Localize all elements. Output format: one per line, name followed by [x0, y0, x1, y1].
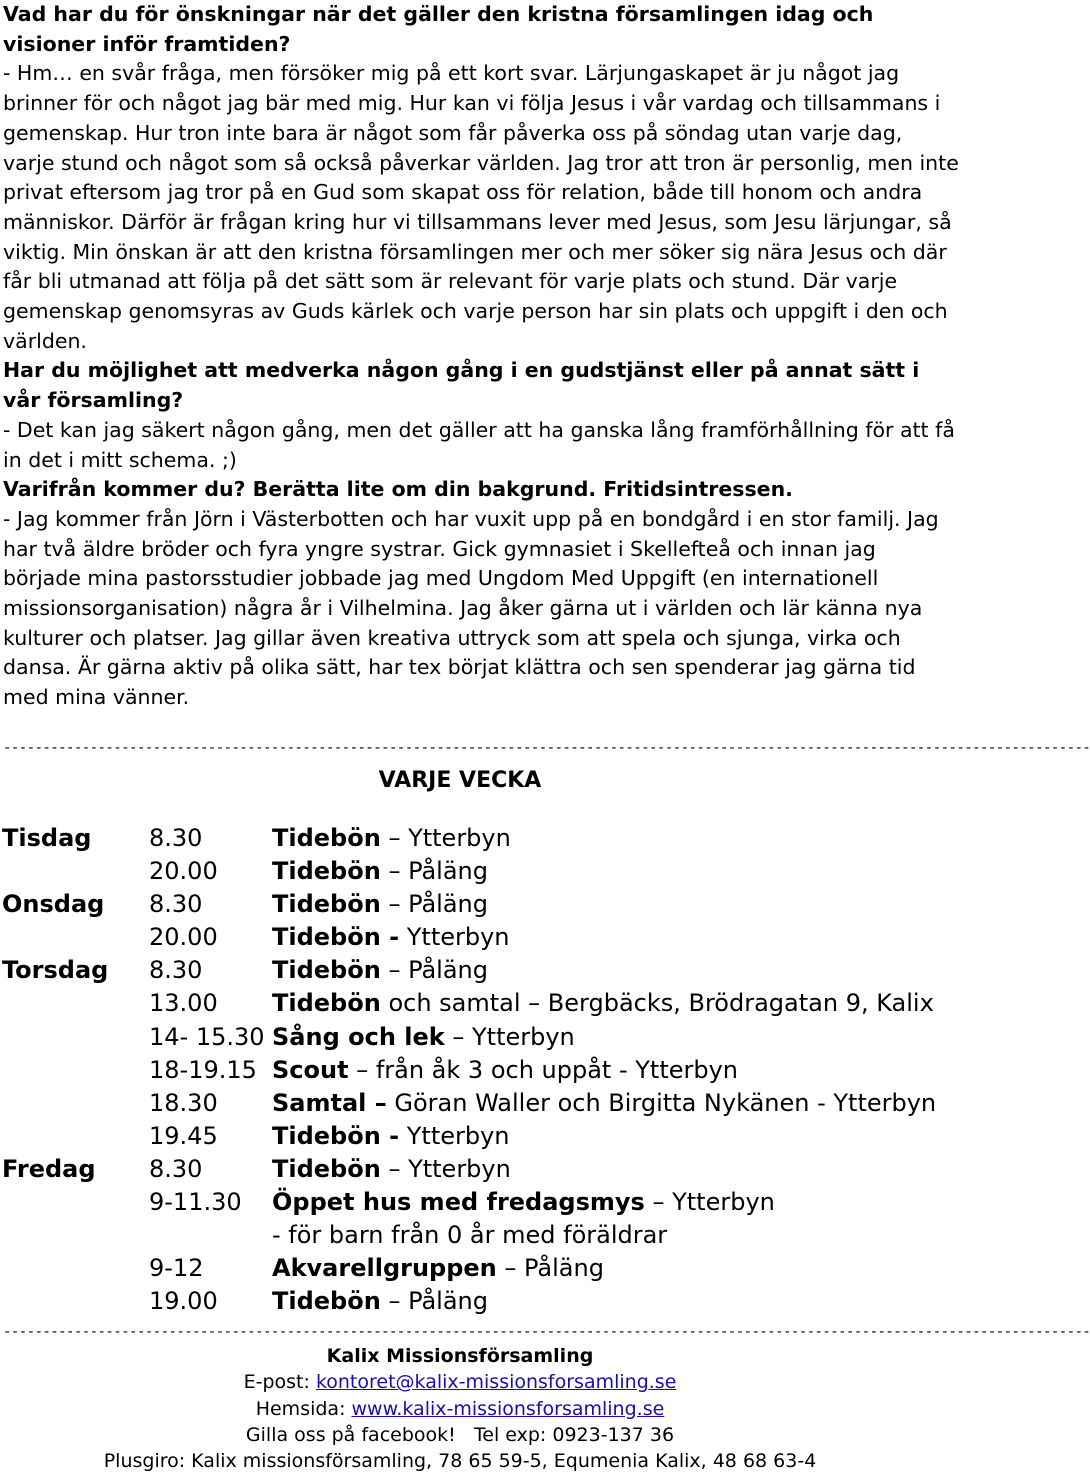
- schedule-row: [2, 1219, 958, 1252]
- schedule-activity: [272, 954, 488, 987]
- schedule-row: [2, 822, 958, 855]
- schedule-time: 19.45: [149, 1121, 218, 1150]
- activity-detail: – Ytterbyn: [380, 824, 511, 852]
- activity-detail: – Påläng: [380, 956, 488, 985]
- schedule-activity: [272, 1153, 511, 1186]
- footer: [0, 1343, 920, 1474]
- activity-name: Tidebön -: [272, 1121, 400, 1150]
- schedule-activity: [272, 1054, 738, 1087]
- divider-bottom: ------------------------------------------------------------------------------------------------------------------------------------------: [3, 1324, 1090, 1340]
- schedule-time: 19.00: [149, 1287, 218, 1316]
- weekly-schedule: [2, 822, 958, 1318]
- schedule-row: [2, 1054, 958, 1087]
- schedule-activity: [272, 987, 934, 1020]
- article: [3, 0, 959, 713]
- activity-name: Scout: [272, 1055, 349, 1084]
- activity-name: Tidebön: [272, 1287, 381, 1316]
- activity-name: Tidebön: [272, 1154, 381, 1183]
- activity-name: Sång och lek: [272, 1022, 445, 1051]
- activity-detail: – Påläng: [496, 1254, 604, 1283]
- activity-detail: – Ytterbyn: [444, 1022, 575, 1051]
- schedule-activity: [272, 888, 488, 921]
- schedule-time: 8.30: [149, 824, 203, 852]
- schedule-time: 9-11.30: [149, 1188, 242, 1217]
- schedule-activity: [272, 1219, 667, 1252]
- schedule-time: 8.30: [149, 956, 203, 985]
- footer-facebook-phone: Gilla oss på facebook! Tel exp: 0923-137 36: [245, 1423, 675, 1446]
- schedule-activity: [272, 1120, 510, 1153]
- activity-detail: – från åk 3 och uppåt - Ytterbyn: [348, 1055, 739, 1084]
- schedule-row: [2, 1285, 958, 1318]
- footer-email-line: [0, 1369, 920, 1395]
- activity-name: Tidebön: [272, 824, 381, 852]
- schedule-time: 14- 15.30: [149, 1022, 265, 1051]
- schedule-day: Onsdag: [2, 890, 105, 919]
- schedule-row: [2, 921, 958, 954]
- activity-detail: - för barn från 0 år med föräldrar: [272, 1221, 668, 1250]
- email-label: E-post:: [243, 1371, 316, 1394]
- schedule-time: 20.00: [149, 923, 218, 952]
- activity-name: Tidebön: [272, 857, 381, 886]
- activity-name: Öppet hus med fredagsmys: [272, 1188, 645, 1217]
- activity-detail: Ytterbyn: [399, 923, 510, 952]
- activity-name: Samtal –: [272, 1088, 387, 1117]
- schedule-activity: [272, 822, 511, 855]
- activity-detail: Ytterbyn: [399, 1121, 510, 1150]
- website-link[interactable]: www.kalix-missionsforsamling.se: [351, 1397, 665, 1420]
- schedule-time: 8.30: [149, 890, 203, 919]
- activity-name: Tidebön: [272, 989, 381, 1018]
- activity-detail: – Påläng: [380, 857, 488, 886]
- schedule-day: Fredag: [2, 1154, 96, 1183]
- activity-name: Akvarellgruppen: [272, 1254, 497, 1283]
- interview-answer: - Jag kommer från Jörn i Västerbotten och har vuxit upp på en bondgård i en stor familj. Jag har två äldre bröder och fyra yngre systrar. Gick gymnasiet i Skellefteå och innan jag började mina pastorsstudier jobbade jag med Ungdom Med Uppgift (en internationell missionsorganisation) några år i Vilhelmina. Jag åker gärna ut i världen och lär känna nya kulturer och platser. Jag gillar även kreativa uttryck som att spela och sjunga, virka och dansa. Är gärna aktiv på olika sätt, har tex börjat klättra och sen spenderar jag gärna tid med mina vänner.: [3, 506, 939, 710]
- activity-detail: Göran Waller och Birgitta Nykänen - Ytterbyn: [386, 1088, 937, 1117]
- schedule-activity: [272, 1252, 604, 1285]
- schedule-activity: [272, 1186, 775, 1219]
- activity-name: Tidebön -: [272, 923, 400, 952]
- interview-answer: - Det kan jag säkert någon gång, men det gäller att ha ganska lång framförhållning för att få in det i mitt schema. ;): [3, 417, 955, 472]
- schedule-row: [2, 954, 958, 987]
- schedule-activity: [272, 1021, 575, 1054]
- schedule-row: [2, 1252, 958, 1285]
- footer-web-line: [0, 1396, 920, 1422]
- schedule-row: [2, 1087, 958, 1120]
- activity-name: Tidebön: [272, 956, 381, 985]
- activity-detail: och samtal – Bergbäcks, Brödragatan 9, Kalix: [380, 989, 934, 1018]
- divider-top: ------------------------------------------------------------------------------------------------------------------------------------------: [3, 740, 1090, 756]
- schedule-activity: [272, 1285, 488, 1318]
- interview-question: Vad har du för önskningar när det gäller den kristna församlingen idag och visioner inför framtiden?: [3, 2, 874, 56]
- footer-plusgiro: Plusgiro: Kalix missionsförsamling, 78 65 59-5, Equmenia Kalix, 48 68 63-4: [103, 1450, 817, 1473]
- activity-name: Tidebön: [272, 890, 381, 919]
- interview-question: Varifrån kommer du? Berätta lite om din bakgrund. Fritidsintressen.: [3, 477, 793, 502]
- activity-detail: – Ytterbyn: [644, 1188, 775, 1217]
- web-label: Hemsida:: [255, 1397, 352, 1420]
- schedule-heading: VARJE VECKA: [378, 768, 542, 793]
- schedule-row: [2, 888, 958, 921]
- interview-question: Har du möjlighet att medverka någon gång i en gudstjänst eller på annat sätt i vår församling?: [3, 358, 920, 413]
- schedule-time: 18-19.15: [149, 1055, 257, 1084]
- schedule-time: 8.30: [149, 1154, 203, 1183]
- schedule-activity: [272, 921, 510, 954]
- email-link[interactable]: kontoret@kalix-missionsforsamling.se: [315, 1371, 677, 1394]
- schedule-row: [2, 1186, 958, 1219]
- schedule-row: [2, 1153, 958, 1186]
- activity-detail: – Påläng: [380, 1287, 488, 1316]
- schedule-row: [2, 855, 958, 888]
- schedule-row: [2, 987, 958, 1020]
- schedule-activity: [272, 855, 488, 888]
- schedule-time: 13.00: [149, 989, 218, 1018]
- schedule-day: Torsdag: [2, 956, 109, 985]
- activity-detail: – Påläng: [380, 890, 488, 919]
- interview-answer: - Hm… en svår fråga, men försöker mig på ett kort svar. Lärjungaskapet är ju något jag brinner för och något jag bär med mig. Hur kan vi följa Jesus i vår vardag och tillsammans i gemenskap. Hur tron inte bara är något som får påverka oss på söndag utan varje dag, varje stund och något som så också påverkar världen. Jag tror att tron är personlig, men inte privat eftersom jag tror på en Gud som skapat oss för relation, både till honom och andra människor. Därför är frågan kring hur vi tillsammans lever med Jesus, som Jesu lärjungar, så viktig. Min önskan är att den kristna församlingen mer och mer söker sig nära Jesus och där får bli utmanad att följa på det sätt som är relevant för varje plats och stund. Där varje gemenskap genomsyras av Guds kärlek och varje person har sin plats och uppgift i den och världen.: [3, 61, 959, 353]
- schedule-row: [2, 1021, 958, 1054]
- schedule-time: 9-12: [149, 1254, 204, 1283]
- footer-org-name: Kalix Missionsförsamling: [326, 1345, 594, 1367]
- schedule-time: 20.00: [149, 857, 218, 886]
- schedule-day: Tisdag: [2, 824, 92, 852]
- schedule-activity: [272, 1087, 936, 1120]
- schedule-time: 18.30: [149, 1088, 218, 1117]
- schedule-row: [2, 1120, 958, 1153]
- activity-detail: – Ytterbyn: [380, 1154, 511, 1183]
